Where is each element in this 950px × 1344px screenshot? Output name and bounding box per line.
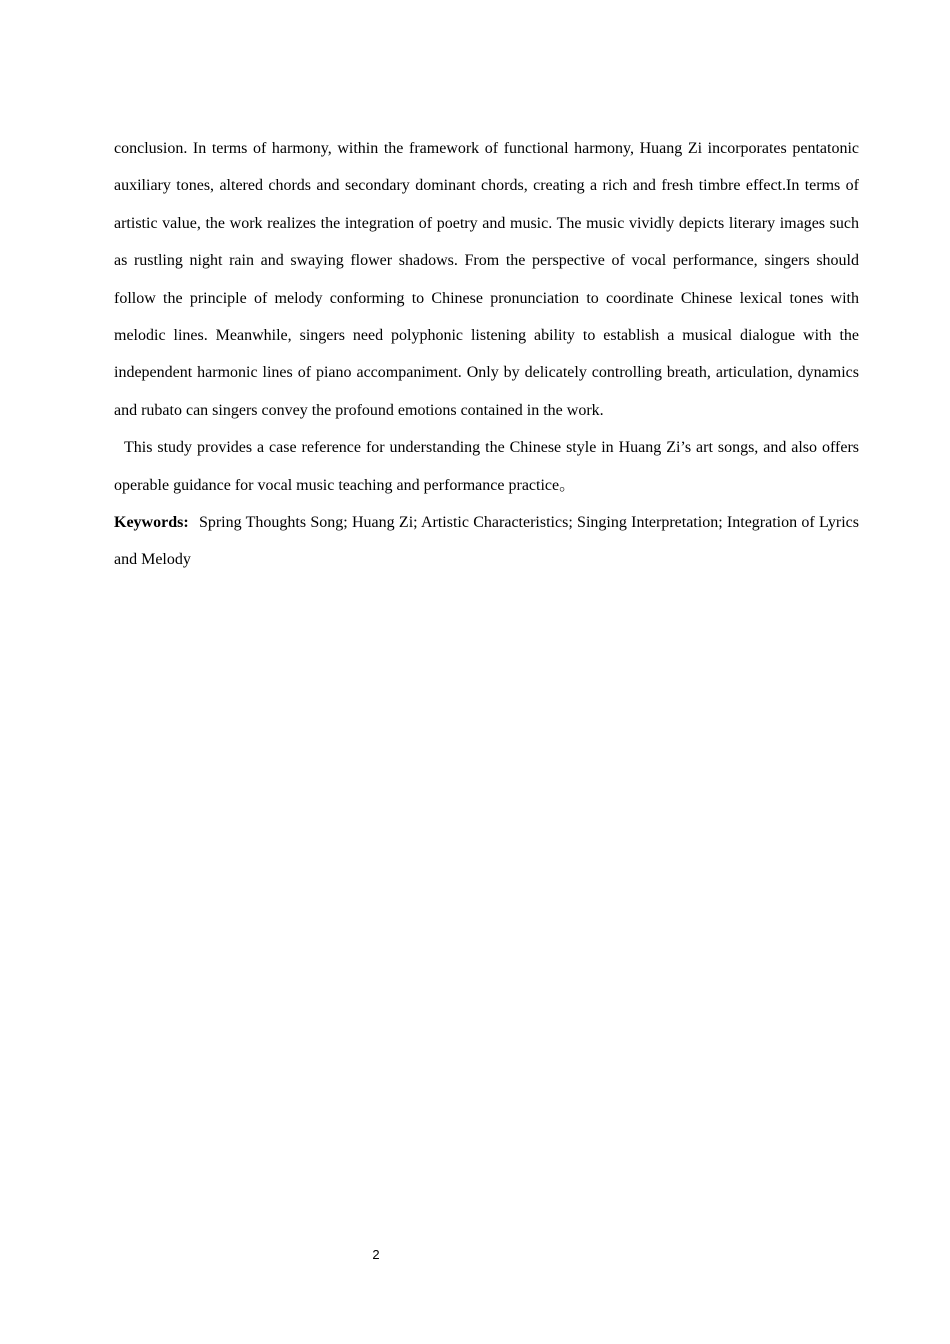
keywords-line bbox=[114, 504, 859, 579]
keywords-label: Keywords: bbox=[114, 514, 189, 532]
paragraph-harmony-artistic-value: conclusion. In terms of harmony, within the framework of functional harmony, Huang Zi incorporates pentatonic auxiliary tones, altered chords and secondary dominant chords, creating a rich and fresh timbre effect.In terms of artistic value, the work realizes the integration of poetry and music. The music vividly depicts literary images such as rustling night rain and swaying flower shadows. From the perspective of vocal performance, singers should follow the principle of melody conforming to Chinese pronunciation to coordinate Chinese lexical tones with melodic lines. Meanwhile, singers need polyphonic listening ability to establish a musical dialogue with the independent harmonic lines of piano accompaniment. Only by delicately controlling breath, articulation, dynamics and rubato can singers convey the profound emotions contained in the work. bbox=[114, 140, 859, 419]
page-number: 2 bbox=[372, 1247, 380, 1262]
keywords-text: Spring Thoughts Song; Huang Zi; Artistic Characteristics; Singing Interpretation; Integration of Lyrics and Melody bbox=[114, 514, 860, 569]
abstract-body bbox=[114, 130, 859, 579]
paragraph-study-contribution: This study provides a case reference for understanding the Chinese style in Huang Zi’s art songs, and also offers operable guidance for vocal music teaching and performance practice。 bbox=[114, 439, 859, 494]
